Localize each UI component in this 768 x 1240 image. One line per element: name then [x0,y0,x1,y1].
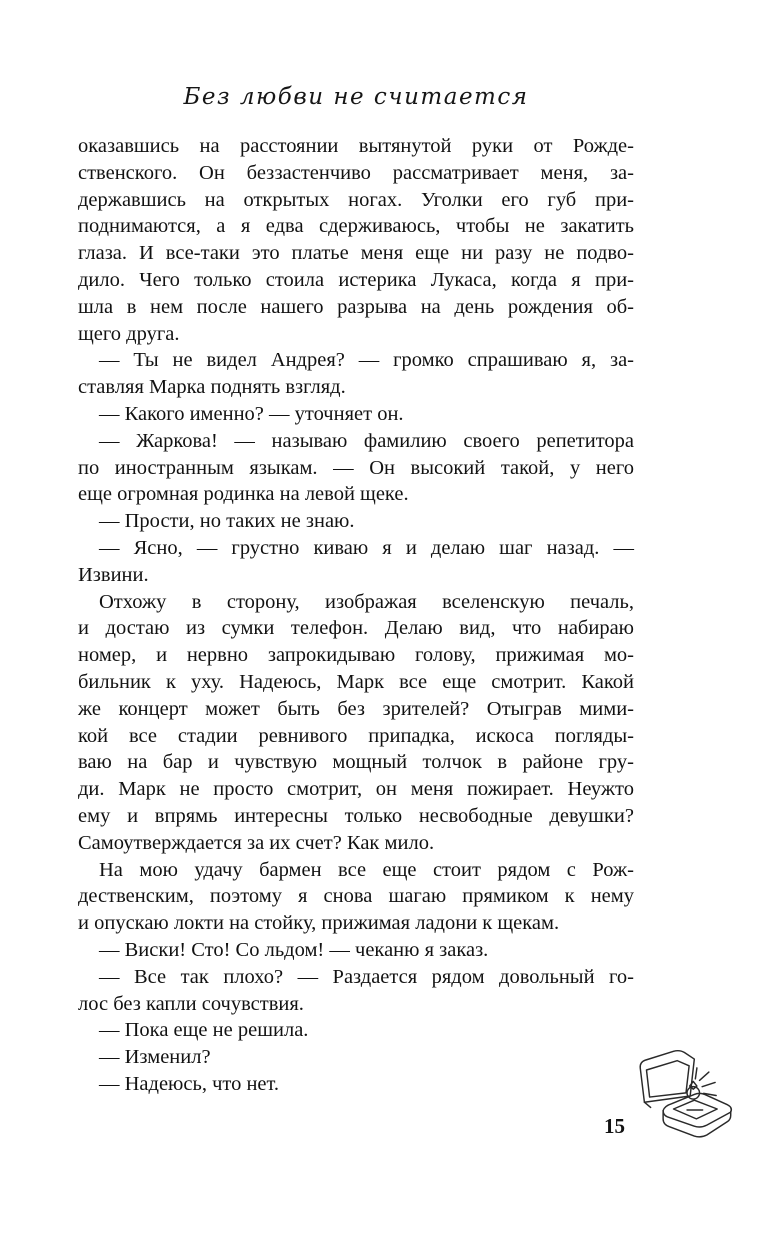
text-line: — Виски! Сто! Со льдом! — чеканю я заказ. [99,938,489,961]
text-line: — Прости, но таких не знаю. [99,510,355,533]
text-line: Самоутверждается за их счет? Как мило. [78,831,435,854]
text-line: номер, и нервно запрокидываю голову, прижимая мо- [78,644,634,667]
text-line: — Все так плохо? — Раздается рядом довольный го- [99,965,634,988]
text-line: — Ты не видел Андрея? — громко спрашиваю я, за- [99,349,634,372]
text-line: ему и впрямь интересны только несвободные девушки? [78,804,634,827]
text-line: — Изменил? [99,1046,211,1069]
text-line: На мою удачу бармен все еще стоит рядом с Рож- [99,858,634,881]
text-line: еще огромная родинка на левой щеке. [78,483,409,506]
text-line: ваю на бар и чувствую мощный толчок в районе гру- [78,751,634,774]
text-line: шла в нем после нашего разрыва на день рождения об- [78,295,634,318]
text-line: и опускаю локти на стойку, прижимая ладони к щекам. [78,912,560,935]
text-line: дественским, поэтому я снова шагаю прямиком к нему [78,885,634,908]
ring-box-illustration [634,1048,738,1144]
ring-box-icon [634,1048,738,1144]
text-line: — Пока еще не решила. [99,1019,309,1042]
text-line: лос без капли сочувствия. [78,992,304,1015]
text-line: поднимаются, а я едва сдерживаюсь, чтобы не закатить [78,215,634,238]
text-line: — Ясно, — грустно киваю я и делаю шаг назад. — [99,536,634,559]
text-line: бильник к уху. Надеюсь, Марк все еще смотрит. Какой [78,670,634,693]
page-number: 15 [604,1114,625,1138]
text-line: державшись на открытых ногах. Уголки его губ при- [78,188,634,211]
text-line: — Жаркова! — называю фамилию своего репетитора [99,429,634,452]
text-line: по иностранным языкам. — Он высокий такой, у него [78,456,634,479]
text-line: ставляя Марка поднять взгляд. [78,376,346,399]
text-line: Извини. [78,563,149,586]
text-line: щего друга. [78,322,180,345]
text-line: оказавшись на расстоянии вытянутой руки от Рожде- [78,135,634,157]
text-line: ственского. Он беззастенчиво рассматривает меня, за- [78,161,634,184]
text-lines [78,133,634,1098]
text-line: дило. Чего только стоила истерика Лукаса, когда я при- [78,268,634,291]
text-line: кой все стадии ревнивого припадка, искоса погляды- [78,724,634,747]
text-line: — Надеюсь, что нет. [99,1072,280,1095]
text-line: Отхожу в сторону, изображая вселенскую печаль, [99,590,634,613]
text-line: ди. Марк не просто смотрит, он меня пожирает. Неужто [78,778,634,801]
text-line: глаза. И все-таки это платье меня еще ни разу не подво- [78,242,634,265]
text-line: — Какого именно? — уточняет он. [99,402,404,425]
text-line: же концерт может быть без зрителей? Отыграв мими- [78,697,634,720]
text-line: и достаю из сумки телефон. Делаю вид, что набираю [78,617,634,640]
body-text [78,133,634,1098]
running-head-title: Без любви не считается [183,84,529,110]
